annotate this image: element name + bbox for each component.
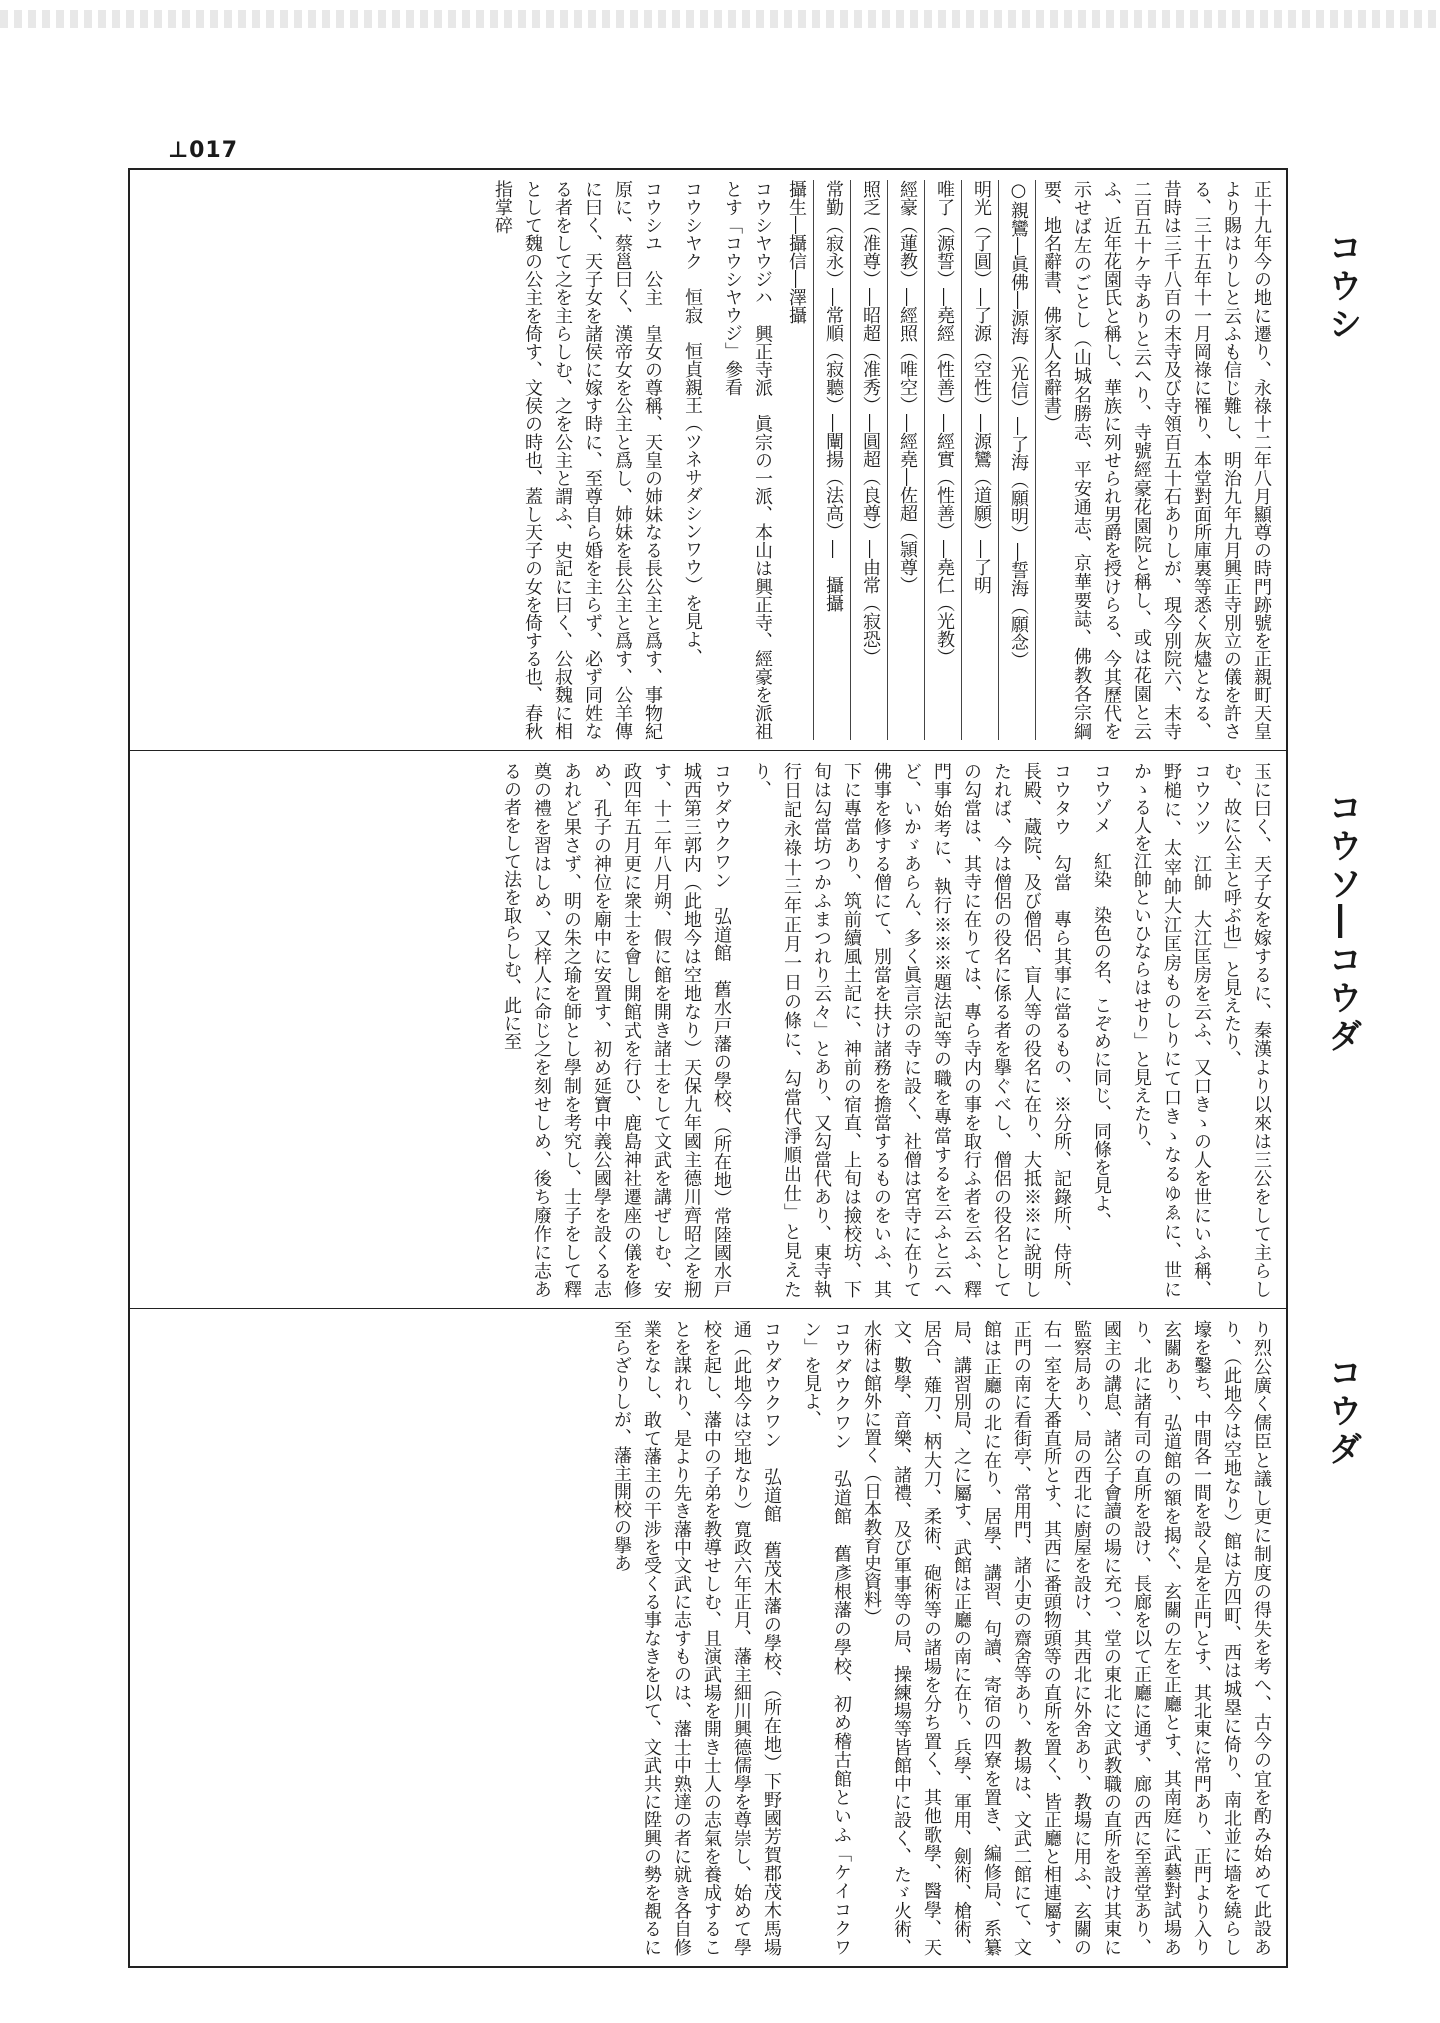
entry-kousyouji-history: 正十九年今の地に遷り、永祿十二年八月顯尊の時門跡號を正親町天皇より賜はりしと云ふも信じ難し、明治九年九月興正寺別立の儀を許さる、三十五年十一月岡祿に罹り、本堂對面所庫裏等悉く灰燼となる、昔時は三千八百の末寺及び寺領百五十石ありしが、現今別院六、末寺二百五十ケ寺ありと云へり、寺號經豪花園院と稱し、或は花園と云ふ、近年花園氏と稱し、華族に列せられ男爵を授けらる、今其歷代を示せば左のごとし（山城名勝志、平安通志、京華要誌、佛教各宗綱要、地名辭書、佛家人名辭書） (1041, 180, 1272, 740)
entry-kousyoujiha: コウシヤウジハ 興正寺派 眞宗の一派、本山は興正寺、經豪を派祖とす「コウシヤウジ」參看 (722, 180, 773, 740)
lineage-line: 經豪（蓮教）―經照（唯空）―經堯―佐超（頴尊） (892, 180, 925, 740)
page-edge (0, 10, 1440, 28)
entry-koudoukan-motegi: コウダウクワン 弘道館 舊茂木藩の學校、（所在地）下野國芳賀郡茂木馬場通（此地今は空地なり）寬政六年正月、藩主細川興德儒學を尊崇し、始めて學校を起し、藩中の子弟を教導せしむ、且演武場を開き士人の志氣を養成することを謀れり、是より先き藩中文武に志すものは、藩士中熟達の者に就き各自修業をなし、敢て藩主の干涉を受くる事なきを以て、文武共に陞興の勢を覩るに至らざりしが、藩主開校の擧あ (611, 1320, 782, 1956)
side-header-kouso-kouda: コウソ―コウダ (1322, 790, 1362, 1056)
entry-koudoukan-mito: コウダウクワン 弘道館 舊水戸藩の學校、（所在地）常陸國水戸城西第三郭内（此地今は空地なり）天保九年國主德川齊昭之を剏す、十二年八月朔、假に館を開き諸士をして文武を講ぜしむ、安政四年五月更に衆士を會し開館式を行ひ、鹿島神社遷座の儀を修め、孔子の神位を廟中に安置す、初め延寶中義公國學を設くる志あれど果さず、明の朱之瑜を師とし學制を考究し、士子をして釋奠の禮を習はしめ、又梓人に命じ之を刻せしめ、後ち廢作に志あるの者をして法を取らしむ、此に至 (501, 762, 732, 1298)
entry-koushu-cont: 玉に曰く、天子女を嫁するに、秦漢より以來は三公をして主らしむ、故に公主と呼ぶ也」と見えたり、 (1221, 762, 1272, 1298)
entry-kousyaku: コウシヤク 恒寂 恒貞親王（ツネサダシンワウ）を見よ、 (682, 180, 703, 666)
entry-koushu: コウシユ 公主 皇女の尊稱、天皇の姉妹なる長公主と爲す、事物紀原に、蔡邕曰く、漢帝女を公主と爲し、姉妹を長公主と爲す、公羊傳に曰く、天子女を諸侯に嫁す時に、至尊自ら婚を主らず、必ず同姓なる者をして之を主らしむ、之を公主と謂ふ、史記に曰く、公叔魏に相として魏の公主を倚す、文侯の時也、蓋し天子の女を倚する也、春秋指掌碎 (492, 180, 663, 740)
section-divider (128, 750, 1288, 751)
entry-koudoukan-hikone: コウダウクワン 弘道館 舊彥根藩の學校、初め稽古館といふ「ケイコクワン」を見よ、 (801, 1320, 852, 1956)
section-bottom (140, 1320, 1276, 1956)
page-number: ⊥017 (168, 138, 239, 163)
lineage-line: 明光（了圓）―了源（空性）―源鸞（道願）―了明 (966, 180, 999, 740)
side-header-kouda: コウダ (1322, 1355, 1362, 1469)
lineage-line: 唯了（源誓）―堯經（性善）―經實（性善）―堯仁（光教） (929, 180, 962, 740)
entry-kousotsu: コウソツ 江帥 大江匡房を云ふ、又口きゝの人を世にいふ稱、野槌に、太宰帥大江匡房ものしりにて口きゝなるゆゑに、世にかゝる人を江帥といひならはせり」と見えたり、 (1131, 762, 1212, 1298)
section-top (140, 180, 1276, 740)
lineage-line: 照乏（准尊）―昭超（准秀）―圓超（良尊）―由常（寂恐） (855, 180, 888, 740)
lineage-line: 常勤（寂永）―常順（寂聽）―闡揚（法高）― 攝攝 (818, 180, 851, 740)
entry-koudoukan-mito-cont: り烈公廣く儒臣と議し更に制度の得失を考へ、古今の宜を酌み始めて此設あり、（此地今は空地なり）館は方四町、西は城塁に倚り、南北並に墻を繞らし壕を鑿ち、中間各一間を設く是を正門とす、其北東に常門あり、正門より入り玄關あり、弘道館の額を揭ぐ、玄關の左を正廳とす、其南庭に武藝對試場あり、北に諸有司の直所を設け、長廊を以て正廳に通ず、廊の西に至善堂あり、國主の講息、諸公子會讀の場に充つ、堂の東北に文武教職の直所を設け其東に監察局あり、局の西北に廚屋を設け、其西北に外舍あり、教場に用ふ、玄關の右一室を大番直所とす、其西に番頭物頭等の直所を置く、皆正廳と相連屬す、正門の南に看街亭、常用門、諸小吏の齋舍等あり、教場は、文武二館にて、文館は正廳の北に在り、居學、講習、句讀、寄宿の四寮を置き、編修局、系纂局、講習別局、之に屬す、武館は正廳の南に在り、兵學、軍用、劍術、槍術、居合、薙刀、柄大刀、柔術、砲術等の諸場を分ち置く、其他歌學、醫學、天文、數學、音樂、諸禮、及び軍事等の局、操練場等皆館中に設く、たゞ火術、水術は館外に置く（日本教育史資料） (861, 1320, 1272, 1956)
section-middle (140, 762, 1276, 1298)
lineage-line: ○親鸞―眞佛―源海（光信）―了海（願明）―誓海（願念） (1003, 180, 1036, 740)
entry-koutou: コウタウ 勾當 專ら其事に當るもの、※分所、記錄所、侍所、長殿、蔵院、及び僧侶、盲人等の役名に在り、大抵※※に說明したれば、今は僧侶の役名に係る者を擧ぐべし、僧侶の役名としての勾當は、其寺に在りては、專ら寺内の事を取行ふ者を云ふ、釋門事始考に、執行※※※題法記等の職を專當するを云ふと云へど、いかゞあらん、多く眞言宗の寺に設く、社僧は宮寺に在りて佛事を修する僧にて、別當を扶け諸務を擔當するものをいふ、其下に專當あり、筑前續風土記に、神前の宿直、上旬は撿校坊、下旬は勾當坊つかふまつれり云々」とあり、又勾當代あり、東寺執行日記永祿十三年正月一日の條に、勾當代淨順出仕」と見えたり、 (751, 762, 1072, 1298)
section-divider (128, 1308, 1288, 1309)
side-header-koushi: コウシ (1322, 230, 1362, 344)
lineage-line: 攝生―攝信―澤攝 (781, 180, 814, 740)
entry-kouzome: コウゾメ 紅染 染色の名、こぞめに同じ、同條を見よ、 (1091, 762, 1112, 1230)
